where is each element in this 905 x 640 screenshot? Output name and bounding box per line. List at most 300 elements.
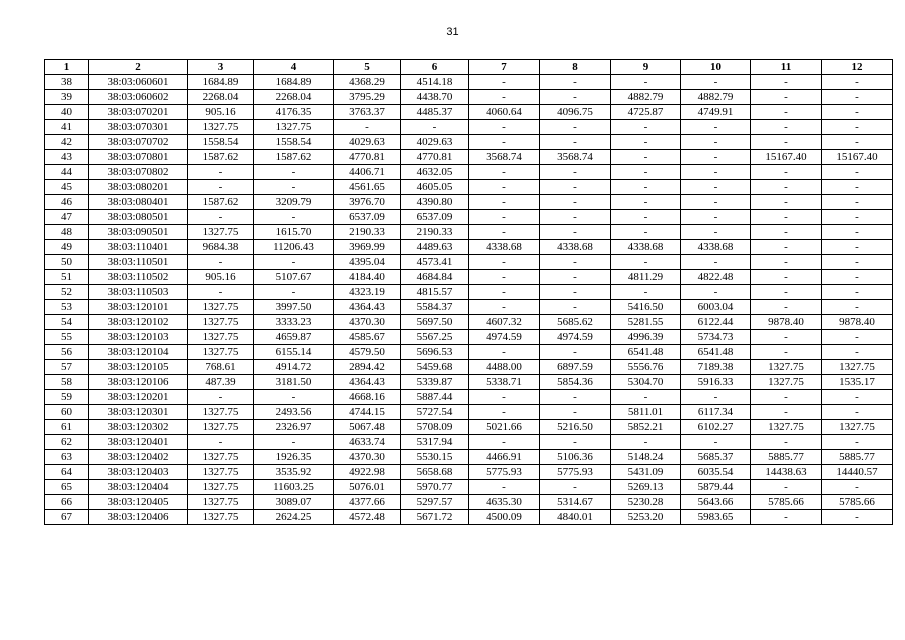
table-cell: 38:03:120103 xyxy=(89,330,188,345)
table-cell: 4744.15 xyxy=(334,405,401,420)
table-cell: 4176.35 xyxy=(254,105,334,120)
table-cell: - xyxy=(751,285,822,300)
table-cell: 57 xyxy=(45,360,89,375)
table-cell: - xyxy=(751,195,822,210)
table-cell: 1327.75 xyxy=(188,225,254,240)
table-row xyxy=(45,150,893,165)
table-cell: 1327.75 xyxy=(751,420,822,435)
table-cell: 4882.79 xyxy=(681,90,751,105)
table-cell: - xyxy=(822,210,893,225)
table-row xyxy=(45,105,893,120)
table-cell: - xyxy=(469,285,540,300)
table-cell: - xyxy=(751,300,822,315)
table-row xyxy=(45,315,893,330)
table-row xyxy=(45,285,893,300)
table-cell: 38:03:070301 xyxy=(89,120,188,135)
table-cell: 1558.54 xyxy=(254,135,334,150)
table-cell: 38:03:120301 xyxy=(89,405,188,420)
table-cell: 38:03:120406 xyxy=(89,510,188,525)
table-cell: 5317.94 xyxy=(401,435,469,450)
table-cell: 51 xyxy=(45,270,89,285)
table-cell: - xyxy=(822,405,893,420)
table-cell: - xyxy=(469,480,540,495)
column-header-9: 9 xyxy=(611,60,681,75)
table-cell: 4096.75 xyxy=(540,105,611,120)
table-cell: 5885.77 xyxy=(751,450,822,465)
table-cell: 5685.62 xyxy=(540,315,611,330)
table-cell: 5727.54 xyxy=(401,405,469,420)
table-cell: 6897.59 xyxy=(540,360,611,375)
table-cell: 50 xyxy=(45,255,89,270)
table-cell: 56 xyxy=(45,345,89,360)
table-cell: 5775.93 xyxy=(540,465,611,480)
table-row xyxy=(45,75,893,90)
table-cell: 5697.50 xyxy=(401,315,469,330)
table-cell: 5416.50 xyxy=(611,300,681,315)
table-cell: 4974.59 xyxy=(540,330,611,345)
table-cell: - xyxy=(822,120,893,135)
table-cell: 47 xyxy=(45,210,89,225)
table-cell: 4749.91 xyxy=(681,105,751,120)
table-cell: 1327.75 xyxy=(822,360,893,375)
table-cell: - xyxy=(188,435,254,450)
table-cell: - xyxy=(822,90,893,105)
table-cell: 2493.56 xyxy=(254,405,334,420)
table-cell: 4607.32 xyxy=(469,315,540,330)
table-cell: 5230.28 xyxy=(611,495,681,510)
table-cell: 6541.48 xyxy=(611,345,681,360)
table-cell: 4323.19 xyxy=(334,285,401,300)
table-cell: 3568.74 xyxy=(540,150,611,165)
table-cell: 1327.75 xyxy=(188,120,254,135)
table-cell: - xyxy=(751,435,822,450)
table-cell: 11206.43 xyxy=(254,240,334,255)
table-cell: 1926.35 xyxy=(254,450,334,465)
table-cell: 4338.68 xyxy=(681,240,751,255)
table-cell: 4770.81 xyxy=(401,150,469,165)
table-cell: - xyxy=(681,135,751,150)
table-cell: 1615.70 xyxy=(254,225,334,240)
table-cell: - xyxy=(681,165,751,180)
table-cell: 38:03:120404 xyxy=(89,480,188,495)
table-cell: 9878.40 xyxy=(822,315,893,330)
table-cell: 3089.07 xyxy=(254,495,334,510)
table-cell: 4488.00 xyxy=(469,360,540,375)
table-cell: 4605.05 xyxy=(401,180,469,195)
table-cell: 1327.75 xyxy=(254,120,334,135)
table-cell: - xyxy=(254,285,334,300)
table-row xyxy=(45,330,893,345)
table-row xyxy=(45,270,893,285)
table-cell: - xyxy=(681,150,751,165)
table-cell: - xyxy=(469,135,540,150)
table-cell: - xyxy=(611,135,681,150)
table-cell: 4668.16 xyxy=(334,390,401,405)
table-cell: - xyxy=(681,255,751,270)
table-cell: - xyxy=(822,300,893,315)
table-cell: 4029.63 xyxy=(401,135,469,150)
table-cell: 38:03:120201 xyxy=(89,390,188,405)
table-cell: 52 xyxy=(45,285,89,300)
table-cell: 1558.54 xyxy=(188,135,254,150)
table-cell: - xyxy=(469,195,540,210)
table-cell: - xyxy=(751,390,822,405)
table-cell: 38:03:080201 xyxy=(89,180,188,195)
table-cell: 5734.73 xyxy=(681,330,751,345)
table-cell: 6122.44 xyxy=(681,315,751,330)
table-cell: 4406.71 xyxy=(334,165,401,180)
table-cell: 3969.99 xyxy=(334,240,401,255)
table-cell: - xyxy=(254,210,334,225)
table-row xyxy=(45,510,893,525)
table-cell: 4770.81 xyxy=(334,150,401,165)
table-cell: 38:03:060601 xyxy=(89,75,188,90)
table-cell: 67 xyxy=(45,510,89,525)
table-cell: 3209.79 xyxy=(254,195,334,210)
table-cell: 4390.80 xyxy=(401,195,469,210)
table-cell: 1587.62 xyxy=(254,150,334,165)
table-cell: 4996.39 xyxy=(611,330,681,345)
table-cell: 38:03:120405 xyxy=(89,495,188,510)
table-cell: 15167.40 xyxy=(751,150,822,165)
table-cell: 11603.25 xyxy=(254,480,334,495)
table-cell: 5107.67 xyxy=(254,270,334,285)
table-cell: 54 xyxy=(45,315,89,330)
table-cell: 5338.71 xyxy=(469,375,540,390)
table-cell: 6117.34 xyxy=(681,405,751,420)
table-cell: 905.16 xyxy=(188,270,254,285)
table-cell: 4184.40 xyxy=(334,270,401,285)
table-cell: 38:03:060602 xyxy=(89,90,188,105)
table-row xyxy=(45,240,893,255)
table-cell: 4364.43 xyxy=(334,375,401,390)
table-cell: - xyxy=(751,90,822,105)
table-cell: - xyxy=(334,120,401,135)
table-cell: 1327.75 xyxy=(188,345,254,360)
table-cell: - xyxy=(469,75,540,90)
table-cell: - xyxy=(611,150,681,165)
table-row xyxy=(45,120,893,135)
table-cell: 38:03:120402 xyxy=(89,450,188,465)
table-cell: 5685.37 xyxy=(681,450,751,465)
table-cell: 5852.21 xyxy=(611,420,681,435)
table-cell: 4370.30 xyxy=(334,315,401,330)
table-cell: - xyxy=(469,225,540,240)
table-cell: - xyxy=(540,180,611,195)
table-cell: - xyxy=(681,120,751,135)
table-cell: 4370.30 xyxy=(334,450,401,465)
table-cell: 3181.50 xyxy=(254,375,334,390)
table-cell: 63 xyxy=(45,450,89,465)
table-cell: 4368.29 xyxy=(334,75,401,90)
table-cell: 6537.09 xyxy=(401,210,469,225)
table-cell: - xyxy=(822,135,893,150)
table-cell: 1327.75 xyxy=(188,405,254,420)
table-cell: - xyxy=(751,165,822,180)
table-cell: - xyxy=(822,240,893,255)
table-cell: 5431.09 xyxy=(611,465,681,480)
table-cell: - xyxy=(751,255,822,270)
table-cell: - xyxy=(469,165,540,180)
table-row xyxy=(45,435,893,450)
table-cell: - xyxy=(540,75,611,90)
table-row xyxy=(45,255,893,270)
table-cell: - xyxy=(540,435,611,450)
table-cell: 5785.66 xyxy=(751,495,822,510)
table-cell: 6035.54 xyxy=(681,465,751,480)
table-cell: - xyxy=(611,210,681,225)
column-header-10: 10 xyxy=(681,60,751,75)
column-header-7: 7 xyxy=(469,60,540,75)
table-cell: - xyxy=(822,75,893,90)
table-cell: 7189.38 xyxy=(681,360,751,375)
table-row xyxy=(45,210,893,225)
table-cell: 2268.04 xyxy=(254,90,334,105)
table-cell: - xyxy=(681,195,751,210)
table-cell: 5216.50 xyxy=(540,420,611,435)
table-cell: 1327.75 xyxy=(188,495,254,510)
table-cell: - xyxy=(822,105,893,120)
table-cell: 1327.75 xyxy=(822,420,893,435)
table-cell: 5304.70 xyxy=(611,375,681,390)
table-cell: 4338.68 xyxy=(469,240,540,255)
table-cell: 61 xyxy=(45,420,89,435)
table-cell: - xyxy=(469,270,540,285)
table-cell: 1535.17 xyxy=(822,375,893,390)
table-cell: 4633.74 xyxy=(334,435,401,450)
table-cell: - xyxy=(822,510,893,525)
table-cell: - xyxy=(469,300,540,315)
table-cell: - xyxy=(822,195,893,210)
table-cell: 4635.30 xyxy=(469,495,540,510)
table-cell: 38:03:110502 xyxy=(89,270,188,285)
table-cell: 64 xyxy=(45,465,89,480)
column-header-5: 5 xyxy=(334,60,401,75)
table-cell: - xyxy=(254,165,334,180)
table-cell: - xyxy=(611,255,681,270)
table-cell: 6003.04 xyxy=(681,300,751,315)
table-cell: 4438.70 xyxy=(401,90,469,105)
table-cell: 38:03:120302 xyxy=(89,420,188,435)
table-cell: 5584.37 xyxy=(401,300,469,315)
column-header-8: 8 xyxy=(540,60,611,75)
table-cell: 38:03:070702 xyxy=(89,135,188,150)
table-cell: - xyxy=(540,255,611,270)
table-row xyxy=(45,180,893,195)
table-cell: 768.61 xyxy=(188,360,254,375)
table-cell: - xyxy=(469,120,540,135)
table-cell: 5148.24 xyxy=(611,450,681,465)
table-cell: - xyxy=(681,390,751,405)
table-cell: 46 xyxy=(45,195,89,210)
table-cell: - xyxy=(611,225,681,240)
table-cell: 4684.84 xyxy=(401,270,469,285)
table-cell: 38:03:110501 xyxy=(89,255,188,270)
table-cell: - xyxy=(469,90,540,105)
table-cell: 55 xyxy=(45,330,89,345)
table-row xyxy=(45,195,893,210)
table-cell: - xyxy=(822,270,893,285)
table-cell: - xyxy=(469,390,540,405)
table-cell: - xyxy=(751,330,822,345)
table-body xyxy=(45,75,893,525)
table-cell: 6537.09 xyxy=(334,210,401,225)
table-cell: 2190.33 xyxy=(334,225,401,240)
table-cell: - xyxy=(469,255,540,270)
table-cell: 5671.72 xyxy=(401,510,469,525)
table-cell: 487.39 xyxy=(188,375,254,390)
table-cell: 3763.37 xyxy=(334,105,401,120)
table-cell: - xyxy=(611,390,681,405)
table-cell: 38:03:120102 xyxy=(89,315,188,330)
table-cell: - xyxy=(540,120,611,135)
table-cell: 4822.48 xyxy=(681,270,751,285)
table-cell: - xyxy=(822,255,893,270)
table-cell: 1327.75 xyxy=(188,450,254,465)
table-cell: 4632.05 xyxy=(401,165,469,180)
table-cell: - xyxy=(540,135,611,150)
table-cell: 9684.38 xyxy=(188,240,254,255)
table-cell: 42 xyxy=(45,135,89,150)
table-cell: 4060.64 xyxy=(469,105,540,120)
table-cell: 5658.68 xyxy=(401,465,469,480)
table-cell: 66 xyxy=(45,495,89,510)
table-cell: 4514.18 xyxy=(401,75,469,90)
table-cell: 38:03:120104 xyxy=(89,345,188,360)
table-cell: 1327.75 xyxy=(751,375,822,390)
table-cell: 15167.40 xyxy=(822,150,893,165)
table-cell: - xyxy=(681,285,751,300)
table-cell: 1684.89 xyxy=(254,75,334,90)
table-cell: 38:03:120403 xyxy=(89,465,188,480)
data-table xyxy=(44,59,893,525)
header-row xyxy=(45,60,893,75)
table-cell: 4500.09 xyxy=(469,510,540,525)
table-cell: 5696.53 xyxy=(401,345,469,360)
table-cell: 5970.77 xyxy=(401,480,469,495)
table-cell: - xyxy=(681,210,751,225)
table-cell: - xyxy=(188,390,254,405)
table-cell: - xyxy=(188,180,254,195)
table-row xyxy=(45,375,893,390)
table-cell: - xyxy=(540,480,611,495)
table-cell: - xyxy=(469,405,540,420)
table-cell: 41 xyxy=(45,120,89,135)
table-cell: 1327.75 xyxy=(188,300,254,315)
table-cell: 39 xyxy=(45,90,89,105)
table-cell: 9878.40 xyxy=(751,315,822,330)
table-cell: 5785.66 xyxy=(822,495,893,510)
table-cell: 6541.48 xyxy=(681,345,751,360)
table-row xyxy=(45,360,893,375)
table-cell: 4579.50 xyxy=(334,345,401,360)
table-row xyxy=(45,225,893,240)
table-cell: 38:03:090501 xyxy=(89,225,188,240)
table-cell: 4914.72 xyxy=(254,360,334,375)
table-row xyxy=(45,390,893,405)
table-cell: 38:03:080501 xyxy=(89,210,188,225)
table-cell: 5067.48 xyxy=(334,420,401,435)
table-cell: 5983.65 xyxy=(681,510,751,525)
table-cell: 5530.15 xyxy=(401,450,469,465)
table-cell: - xyxy=(681,75,751,90)
table-cell: - xyxy=(611,435,681,450)
table-cell: 38:03:110401 xyxy=(89,240,188,255)
table-row xyxy=(45,480,893,495)
table-cell: 38 xyxy=(45,75,89,90)
table-cell: 38:03:080401 xyxy=(89,195,188,210)
table-cell: - xyxy=(822,285,893,300)
table-cell: 4840.01 xyxy=(540,510,611,525)
table-cell: 3976.70 xyxy=(334,195,401,210)
table-cell: 5556.76 xyxy=(611,360,681,375)
table-cell: - xyxy=(469,210,540,225)
table-cell: - xyxy=(188,285,254,300)
table-cell: 3333.23 xyxy=(254,315,334,330)
table-cell: - xyxy=(254,435,334,450)
table-cell: - xyxy=(540,285,611,300)
table-cell: - xyxy=(822,435,893,450)
table-cell: 1327.75 xyxy=(188,330,254,345)
table-cell: 40 xyxy=(45,105,89,120)
table-cell: - xyxy=(611,195,681,210)
table-cell: - xyxy=(751,480,822,495)
table-cell: 5297.57 xyxy=(401,495,469,510)
table-cell: - xyxy=(611,165,681,180)
column-header-4: 4 xyxy=(254,60,334,75)
table-cell: - xyxy=(822,330,893,345)
table-cell: - xyxy=(751,240,822,255)
table-cell: 5811.01 xyxy=(611,405,681,420)
table-cell: 38:03:120106 xyxy=(89,375,188,390)
column-header-1: 1 xyxy=(45,60,89,75)
table-cell: 4377.66 xyxy=(334,495,401,510)
table-cell: 1327.75 xyxy=(188,315,254,330)
table-cell: 5253.20 xyxy=(611,510,681,525)
table-cell: 6102.27 xyxy=(681,420,751,435)
table-row xyxy=(45,420,893,435)
table-cell: 5281.55 xyxy=(611,315,681,330)
table-cell: 5269.13 xyxy=(611,480,681,495)
column-header-12: 12 xyxy=(822,60,893,75)
table-cell: - xyxy=(401,120,469,135)
table-cell: 53 xyxy=(45,300,89,315)
table-cell: 38:03:070801 xyxy=(89,150,188,165)
table-cell: 5339.87 xyxy=(401,375,469,390)
table-cell: - xyxy=(469,435,540,450)
table-row xyxy=(45,450,893,465)
table-cell: 4489.63 xyxy=(401,240,469,255)
table-cell: 3535.92 xyxy=(254,465,334,480)
table-row xyxy=(45,300,893,315)
table-cell: 60 xyxy=(45,405,89,420)
table-cell: 4466.91 xyxy=(469,450,540,465)
table-cell: - xyxy=(540,195,611,210)
table-cell: - xyxy=(822,225,893,240)
table-cell: 44 xyxy=(45,165,89,180)
table-cell: - xyxy=(751,75,822,90)
column-header-2: 2 xyxy=(89,60,188,75)
table-cell: 62 xyxy=(45,435,89,450)
table-cell: - xyxy=(540,390,611,405)
table-cell: - xyxy=(611,120,681,135)
table-cell: 4725.87 xyxy=(611,105,681,120)
table-cell: 4364.43 xyxy=(334,300,401,315)
table-cell: 58 xyxy=(45,375,89,390)
table-cell: - xyxy=(188,255,254,270)
table-cell: 1327.75 xyxy=(188,420,254,435)
table-cell: - xyxy=(751,120,822,135)
